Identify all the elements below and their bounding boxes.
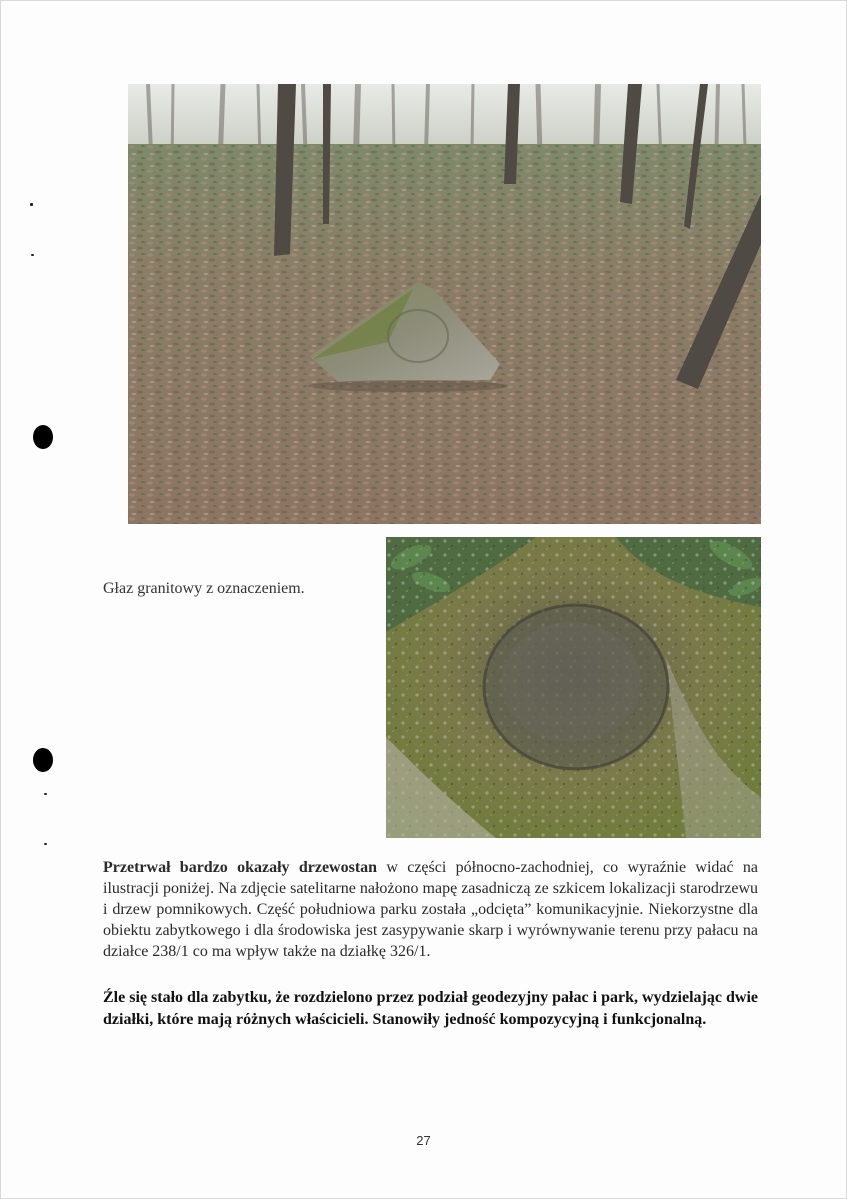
scan-speck bbox=[31, 254, 34, 256]
scan-speck bbox=[44, 843, 47, 845]
forest-scene-illustration bbox=[128, 84, 761, 524]
boulder-closeup-photo bbox=[386, 537, 761, 838]
punch-hole-top bbox=[33, 425, 53, 449]
carving-closeup-illustration bbox=[386, 537, 761, 838]
body-paragraph-1 bbox=[103, 857, 758, 962]
photo-caption: Głaz granitowy z oznaczeniem. bbox=[103, 580, 305, 597]
paragraph-lead: Przetrwał bardzo okazały drzewostan bbox=[103, 859, 378, 876]
page-number: 27 bbox=[416, 1133, 431, 1148]
scan-speck bbox=[44, 793, 47, 795]
punch-hole-bottom bbox=[33, 748, 53, 772]
scan-speck bbox=[30, 203, 33, 206]
body-paragraph-2: Źle się stało dla zabytku, że rozdzielono przez podział geodezyjny pałac i park, wydzielając dwie działki, które mają różnych właścicieli. Stanowiły jedność kompozycyjną i funkcjonalną. bbox=[103, 989, 758, 1028]
paragraph-rest: w części północno-zachodniej, co wyraźnie widać na ilustracji poniżej. Na zdjęcie satelitarne nałożono mapę zasadniczą ze szkicem lokalizacji starodrzewu i drzew pomnikowych. Część południowa parku została „odcięta” komunikacyjnie. Niekorzystne dla obiektu zabytkowego i dla środowiska jest zasypywanie skarp i wyrównywanie terenu przy pałacu na działce 238/1 co ma wpływ także na działkę 326/1. bbox=[103, 859, 758, 960]
forest-boulder-photo bbox=[128, 84, 761, 524]
